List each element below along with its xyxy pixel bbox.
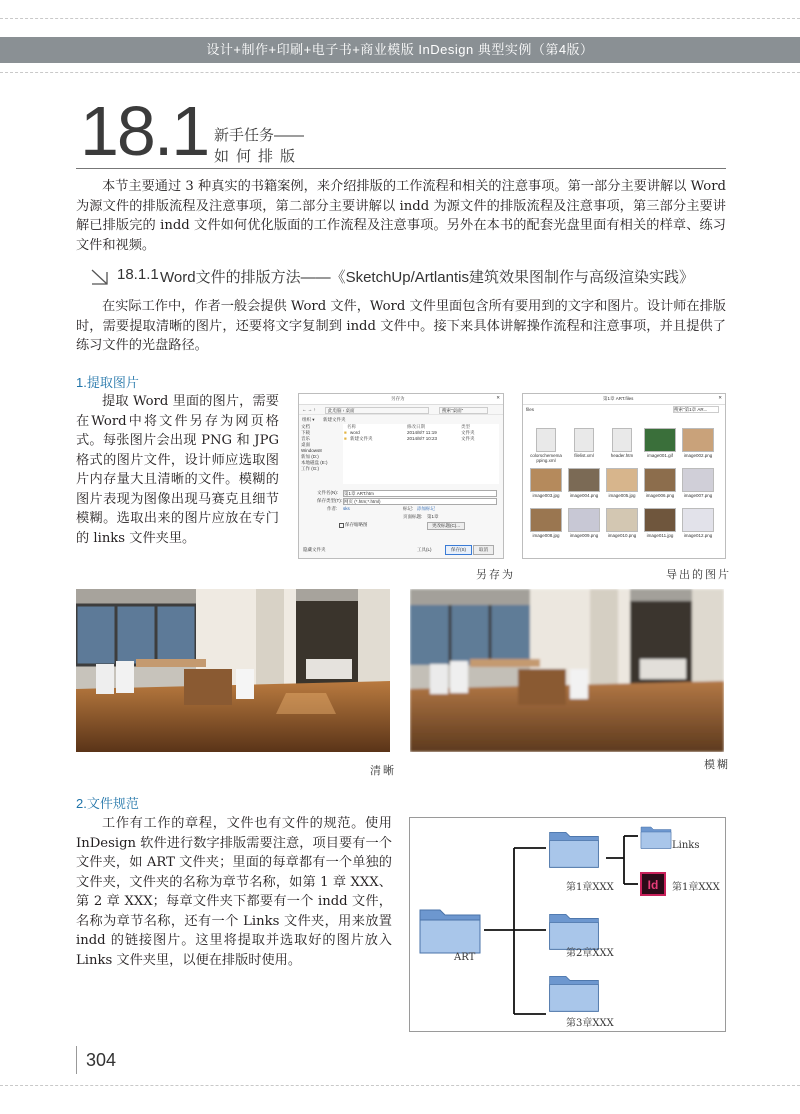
bottom-divider xyxy=(0,1085,800,1086)
file-thumbnail-label: image003.jpg xyxy=(532,493,560,498)
indesign-icon-text: Id xyxy=(647,878,659,892)
header-divider xyxy=(0,72,800,73)
page-number-rule xyxy=(76,1046,77,1074)
file-thumbnail[interactable] xyxy=(567,428,601,466)
intro-paragraph: 本节主要通过 3 种真实的书籍案例，来介绍排版的工作流程和相关的注意事项。第一部分主要讲解以 Word 为源文件的排版流程及注意事项，第二部分主要讲解以 indd 为源文件的排版流程及注意事项，第三部分主要讲解已排版完的 indd 文件如何优化版面的工作流程及注意事项。另外在本书的配套光盘里面有相关的样章、练习文件和视频。 xyxy=(76,179,726,253)
image-thumbnail-icon xyxy=(530,468,562,492)
sidebar-item[interactable]: 桌面 xyxy=(301,442,310,447)
meta-row xyxy=(303,506,499,514)
file-thumbnail[interactable] xyxy=(681,508,715,546)
sidebar-item[interactable]: 本地磁盘 (E:) xyxy=(301,460,328,465)
explorer-screenshot xyxy=(522,393,726,559)
file-date: 2014/8/7 10:23 xyxy=(407,436,438,441)
image-thumbnail-icon xyxy=(682,508,714,532)
tools-button[interactable]: 工具(L) xyxy=(417,547,432,552)
saveas-footer xyxy=(299,544,503,556)
sidebar-item[interactable]: 文档 xyxy=(301,424,310,429)
image-thumbnail-icon xyxy=(644,428,676,452)
filename-row xyxy=(303,490,499,498)
extract-paragraph: 提取 Word 里面的图片，需要在Word中将文件另存为网页格式。每张图片会出现 PNG 和 JPG 格式的图片文件，设计师应选取图片内存量大且清晰的文件。模糊的图片表现为图像出现马赛克且细节模糊。选取出来的图片应放在专门的 links 文件夹里。 xyxy=(76,394,279,546)
image-thumbnail-icon xyxy=(682,468,714,492)
file-thumbnail[interactable] xyxy=(605,428,639,466)
page-number: 304 xyxy=(86,1050,117,1070)
file-thumbnail-label: image004.png xyxy=(569,493,599,498)
saveas-sidebar xyxy=(301,424,339,472)
top-divider xyxy=(0,18,800,19)
section-title-line1: 新手任务—— xyxy=(214,127,305,144)
file-name: word xyxy=(350,430,360,435)
subsection-title: Word文件的排版方法——《SketchUp/Artlantis建筑效果图制作与高级渲染实践》 xyxy=(160,269,694,286)
saveas-breadcrumb[interactable]: 此电脑 › 桌面 xyxy=(325,407,429,414)
caption-blurry: 模糊 xyxy=(704,758,730,771)
folder-icon xyxy=(418,900,482,956)
chapter-folder-label: 第1章XXX xyxy=(566,882,614,893)
file-thumbnail-label: image009.png xyxy=(569,533,599,538)
file-thumbnail[interactable] xyxy=(567,468,601,506)
change-title-button[interactable]: 更改标题(C)... xyxy=(427,522,465,530)
section-number: 18.1 xyxy=(80,92,209,170)
running-header-title: 设计+制作+印刷+电子书+商业模版 InDesign 典型实例（第4版） xyxy=(206,42,594,57)
extract-heading: 1.提取图片 xyxy=(76,375,139,390)
author-value[interactable]: sks xyxy=(343,506,350,511)
file-thumbnail-label: image002.png xyxy=(683,453,713,458)
document-icon xyxy=(536,428,556,452)
file-thumbnail-label: image001.gif xyxy=(647,453,673,458)
image-thumbnail-icon xyxy=(606,468,638,492)
folder-structure-diagram xyxy=(409,817,726,1032)
indesign-file-icon xyxy=(640,872,666,896)
file-thumbnail[interactable] xyxy=(643,428,677,466)
file-thumbnail-label: image005.jpg xyxy=(608,493,636,498)
caption-saveas: 另存为 xyxy=(476,568,515,581)
image-thumbnail-icon xyxy=(530,508,562,532)
saveas-filelist xyxy=(343,424,499,484)
file-thumbnail[interactable] xyxy=(605,508,639,546)
save-thumbnail-label: 保存缩略图 xyxy=(345,522,368,527)
image-thumbnail-icon xyxy=(644,508,676,532)
caption-exported: 导出的图片 xyxy=(666,568,731,581)
explorer-addressbar xyxy=(523,405,725,414)
folder-icon xyxy=(548,968,600,1014)
body-paragraph: 在实际工作中，作者一般会提供 Word 文件，Word 文件里面包含所有要用到的文字和图片。设计师在排版时，需要提取清晰的图片，还要将文字复制到 indd 文件中。接下来具体讲解操作流程和注意事项，并且提供了练习文件的光盘路径。 xyxy=(76,299,726,353)
filetype-select[interactable]: 网页 (*.htm;*.html) xyxy=(343,498,497,505)
explorer-titlebar xyxy=(523,394,725,405)
saveas-search[interactable]: 搜索"桌面" xyxy=(439,407,488,414)
subsection-number: 18.1.1 xyxy=(117,266,159,283)
saveas-titlebar xyxy=(299,394,503,405)
author-label: 作者: xyxy=(327,506,338,511)
chapter-folder-label: 第2章XXX xyxy=(566,948,614,959)
hide-folders-toggle[interactable]: 隐藏文件夹 xyxy=(303,547,326,552)
saveas-title: 另存为 xyxy=(391,396,405,401)
spec-paragraph: 工作有工作的章程，文件也有文件的规范。使用 InDesign 软件进行数字排版需要注意，项目要有一个文件夹，如 ART 文件夹；里面的每章都有一个单独的文件夹，文件夹的名称为章节名称，如第 1 章 XXX、第 2 章 XXX；每章文件夹下都要有一个 indd 文件，名称为章节名称，还有一个 Links 文件夹，用来放置 indd 的链接图片。这里将提取并选取好的图片放入 Links 文件夹里，以便在排版时使用。 xyxy=(76,816,392,968)
file-thumbnail-label: image011.jpg xyxy=(646,533,674,538)
file-thumbnail[interactable] xyxy=(605,468,639,506)
saveas-toolbar xyxy=(299,415,503,424)
folder-icon xyxy=(640,822,672,850)
section-arrow-icon xyxy=(90,268,110,286)
spec-heading: 2.文件规范 xyxy=(76,796,139,811)
file-thumbnail[interactable] xyxy=(529,468,563,506)
image-thumbnail-icon xyxy=(606,508,638,532)
file-thumbnail-label: image007.png xyxy=(683,493,713,498)
folder-icon: ■ xyxy=(344,430,347,435)
document-icon xyxy=(574,428,594,452)
image-thumbnail-icon xyxy=(568,508,600,532)
render-clear-image xyxy=(76,589,390,752)
column-header[interactable]: 名称 xyxy=(347,424,356,429)
file-thumbnail-label: image006.png xyxy=(645,493,675,498)
render-blurry-image xyxy=(410,589,724,752)
cancel-button[interactable]: 取消 xyxy=(473,545,494,555)
caption-clear: 清晰 xyxy=(370,764,396,777)
file-date: 2014/8/7 11:19 xyxy=(407,430,437,435)
image-thumbnail-icon xyxy=(682,428,714,452)
save-button[interactable]: 保存(S) xyxy=(445,545,472,555)
file-thumbnail[interactable] xyxy=(643,508,677,546)
document-icon xyxy=(612,428,632,452)
filetype-row xyxy=(303,498,499,506)
sidebar-item[interactable]: 下载 xyxy=(301,430,310,435)
image-thumbnail-icon xyxy=(644,468,676,492)
sidebar-item[interactable]: 音乐 xyxy=(301,436,310,441)
file-name: 新建文件夹 xyxy=(350,436,373,441)
sidebar-item[interactable]: Windows8 xyxy=(301,448,322,453)
file-thumbnail-label: filelist.xml xyxy=(574,453,594,458)
new-folder-button[interactable]: 新建文件夹 xyxy=(323,417,346,422)
file-row[interactable] xyxy=(343,436,499,442)
folder-icon: ■ xyxy=(344,436,347,441)
filename-input[interactable]: 第1章 ART.htm xyxy=(343,490,497,497)
column-header[interactable]: 类型 xyxy=(461,424,470,429)
back-arrow-icon[interactable]: ← → ↑ xyxy=(302,407,316,412)
filetype-label: 保存类型(T): xyxy=(317,498,342,503)
saveas-dialog-screenshot xyxy=(298,393,504,559)
image-thumbnail-icon xyxy=(568,468,600,492)
sidebar-item[interactable]: 新加 (D:) xyxy=(301,454,319,459)
close-icon[interactable]: ✕ xyxy=(718,395,722,400)
file-thumbnail-label: image010.png xyxy=(607,533,637,538)
explorer-title: 第1章 ART.files xyxy=(603,396,634,401)
file-thumbnail[interactable] xyxy=(643,468,677,506)
file-type: 文件夹 xyxy=(461,436,475,441)
filename-label: 文件名(N): xyxy=(317,490,338,495)
explorer-path[interactable]: files xyxy=(526,407,535,412)
file-thumbnail[interactable] xyxy=(529,428,563,466)
saveas-form xyxy=(303,490,499,538)
explorer-grid xyxy=(529,428,719,554)
section-title-line2: 如何排版 xyxy=(214,148,303,165)
indd-file-label: 第1章XXX xyxy=(672,882,720,893)
page-title-label: 页面标题: xyxy=(403,514,423,519)
file-type: 文件夹 xyxy=(461,430,475,435)
sidebar-item[interactable]: 工作 (G:) xyxy=(301,466,319,471)
file-thumbnail-label: colorschememapping.xml xyxy=(530,453,562,463)
file-thumbnail-label: image008.jpg xyxy=(532,533,560,538)
file-thumbnail[interactable] xyxy=(681,468,715,506)
file-thumbnail-label: image012.png xyxy=(683,533,713,538)
links-folder-label: Links xyxy=(672,840,700,851)
file-thumbnail-label: header.htm xyxy=(610,453,634,458)
tags-label: 标记: xyxy=(403,506,414,511)
pagetitle-row xyxy=(303,514,499,522)
tags-value[interactable]: 添加标记 xyxy=(417,506,435,511)
heading-rule xyxy=(76,168,726,169)
root-folder-label: ART xyxy=(454,952,476,963)
file-thumbnail[interactable] xyxy=(681,428,715,466)
file-thumbnail[interactable] xyxy=(567,508,601,546)
column-header[interactable]: 修改日期 xyxy=(407,424,425,429)
page-title-value: 第1章 xyxy=(427,514,439,519)
thumbnail-checkbox[interactable] xyxy=(339,523,344,528)
organize-button[interactable]: 组织 ▾ xyxy=(302,417,315,422)
saveas-addressbar xyxy=(299,405,503,415)
chapter-folder-label: 第3章XXX xyxy=(566,1018,614,1029)
file-thumbnail[interactable] xyxy=(529,508,563,546)
folder-icon xyxy=(548,824,600,870)
close-icon[interactable]: ✕ xyxy=(496,395,500,400)
thumb-row xyxy=(303,522,499,530)
explorer-search[interactable]: 搜索"第1章 AR... xyxy=(673,406,719,413)
